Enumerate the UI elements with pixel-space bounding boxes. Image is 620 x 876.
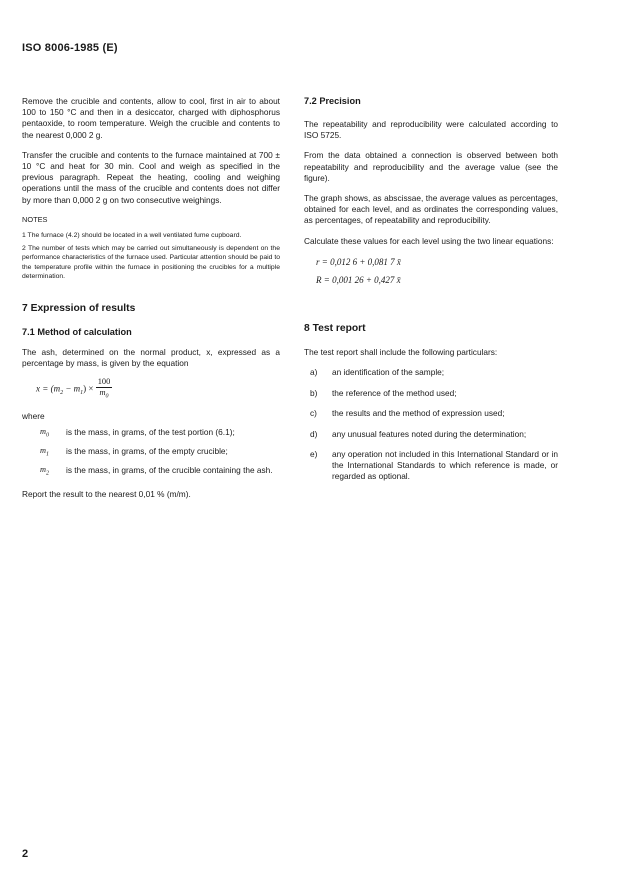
calc-intro: The ash, determined on the normal product, x, expressed as a percentage by mass, is given by the equation <box>22 347 280 369</box>
repeatability-equation: r = 0,012 6 + 0,081 7 x̄ <box>316 256 401 267</box>
where-item: $m_2$ is the mass, in grams, of the crucible containing the ash. <box>40 464 273 477</box>
eq-lhs: x = (m <box>36 383 61 394</box>
eq-sub-1: 1 <box>80 390 84 397</box>
precision-para-2: From the data obtained a connection is observed between both repeatability and reproducibility and the average value (see the figure). <box>304 150 558 183</box>
eq-sub-2: 2 <box>60 390 64 397</box>
section-7-2-title: 7.2 Precision <box>304 96 361 106</box>
where-list <box>22 427 280 479</box>
document-id: ISO 8006-1985 (E) <box>22 42 118 54</box>
right-column <box>304 96 558 481</box>
note-2: 2 The number of tests which may be carried out simultaneously is dependent on the performance characteristics of the furnace used. Particular attention should be paid to the temperature profile within the furnace in positioning the crucibles for a multiple determination. <box>22 245 280 280</box>
where-item: $m_1$ is the mass, in grams, of the empty crucible; <box>40 445 228 458</box>
eq-mid: − m <box>63 383 81 394</box>
list-item: e) any operation not included in this International Standard or in the International Standards to which reference is made, or regarded as optional. <box>310 449 558 481</box>
note-1: 1 The furnace (4.2) should be located in a well ventilated fume cupboard. <box>22 232 242 240</box>
section-7-title: 7 Expression of results <box>22 303 136 315</box>
list-item: b) the reference of the method used; <box>310 387 457 398</box>
paragraph-furnace: Transfer the crucible and contents to the furnace maintained at 700 ± 10 °C and heat for 30 min. Cool and weigh as specified in the previous paragraph. Repeat the heating, cooling and weighing operations until the mass of the crucible and contents does not differ by more than 0,000 2 g on two consecutive weighings. <box>22 149 280 205</box>
eq-denominator: $m_0$ <box>99 388 109 401</box>
eq-times: ) × <box>83 383 94 394</box>
list-item: a) an identification of the sample; <box>310 367 445 378</box>
page-number: 2 <box>22 848 29 860</box>
reproducibility-equation: R = 0,001 26 + 0,427 x̄ <box>316 274 401 285</box>
where-item: $m_0$ is the mass, in grams, of the test portion (6.1); <box>40 426 235 439</box>
precision-para-4: Calculate these values for each level using the two linear equations: <box>304 235 554 246</box>
section-8-title: 8 Test report <box>304 322 366 334</box>
section-7-1-title: 7.1 Method of calculation <box>22 327 132 338</box>
report-list <box>304 367 558 481</box>
paragraph-cooling: Remove the crucible and contents, allow to cool, first in air to about 100 to 150 °C and then in a desiccator, charged with diphosphorus pentaoxide, to room temperature. Weigh the crucible and contents to the nearest 0,000 2 g. <box>22 96 280 140</box>
list-item: c) the results and the method of expression used; <box>310 408 505 419</box>
report-intro: The test report shall include the following particulars: <box>304 346 498 357</box>
report-result-instruction: Report the result to the nearest 0,01 % (m/m). <box>22 489 191 500</box>
eq-numerator: 100 <box>97 377 111 387</box>
precision-para-3: The graph shows, as abscissae, the average values as percentages, obtained for each level, and as ordinates the corresponding values, as percentages, of repeatability and reproducibility. <box>304 193 558 226</box>
left-column <box>22 96 280 500</box>
list-item: d) any unusual features noted during the determination; <box>310 428 527 439</box>
notes-label: NOTES <box>22 214 48 224</box>
where-label: where <box>22 411 45 422</box>
precision-para-1: The repeatability and reproducibility were calculated according to ISO 5725. <box>304 119 558 141</box>
eq-fraction <box>96 377 113 402</box>
ash-equation <box>36 377 280 407</box>
